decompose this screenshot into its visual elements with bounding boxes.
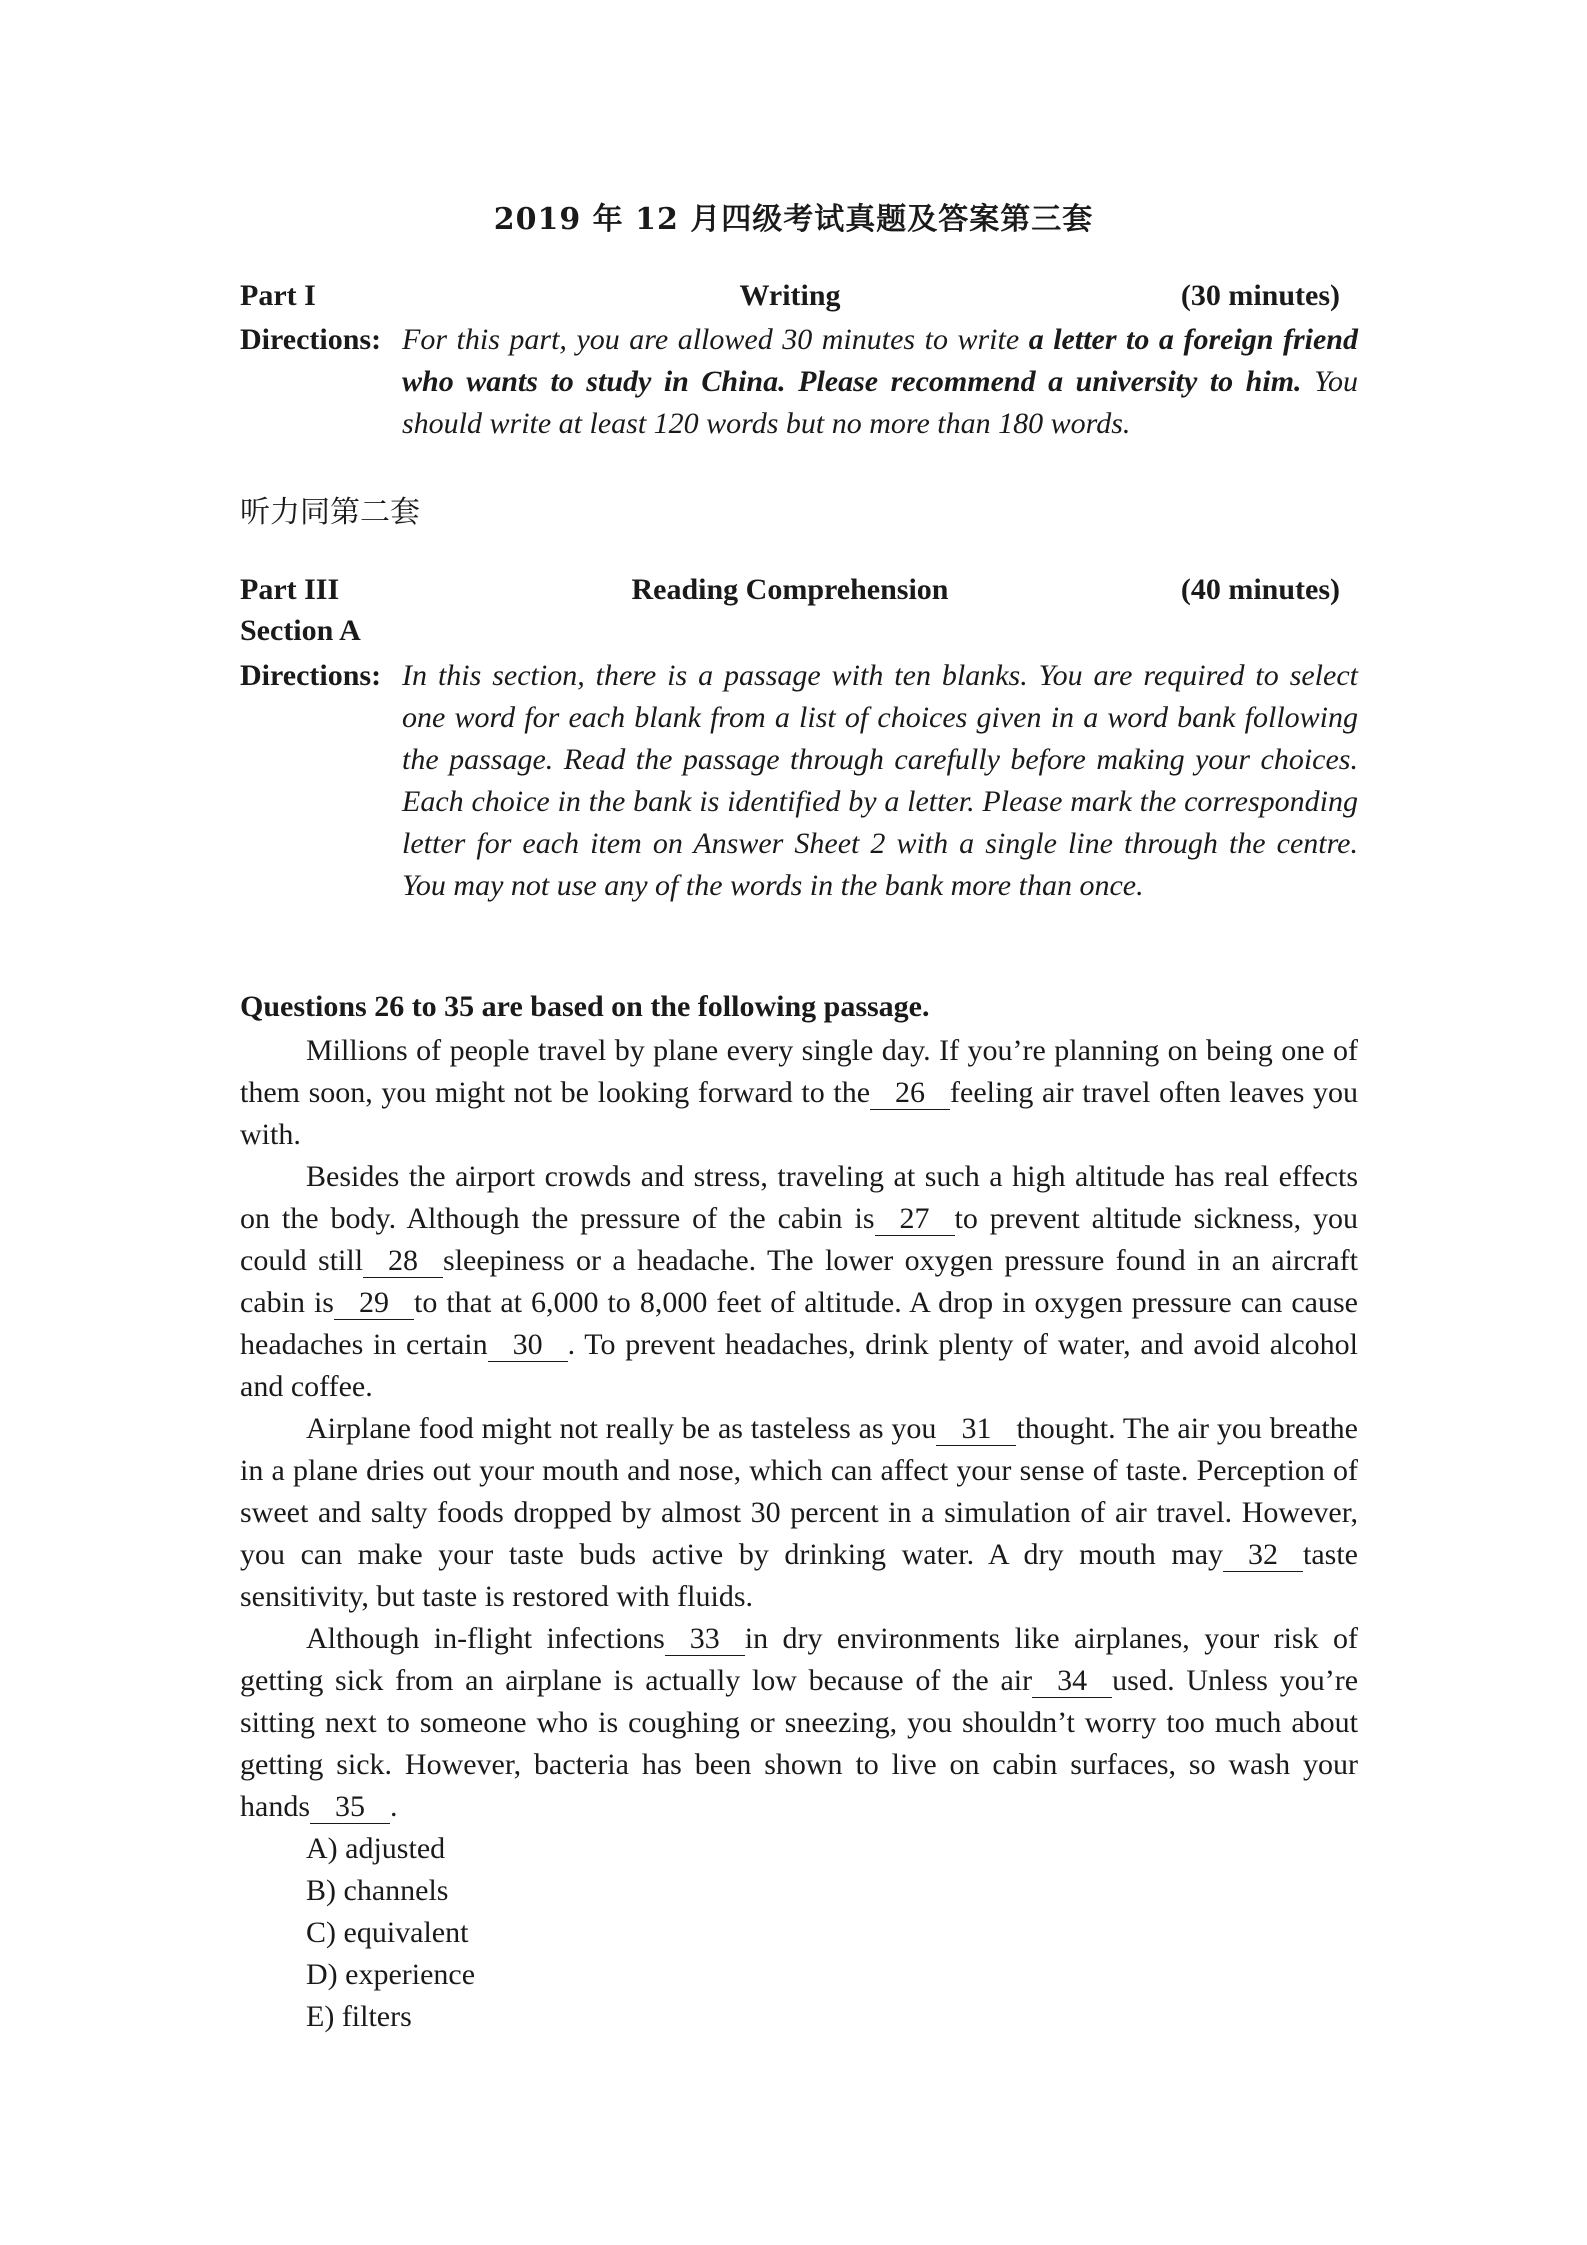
part1-time: (30 minutes) bbox=[1180, 279, 1340, 312]
passage-paragraph-2 bbox=[240, 1156, 1358, 1408]
part3-directions-label: Directions: bbox=[240, 659, 382, 692]
blank-35: 35 bbox=[310, 1791, 390, 1824]
passage-text: Although in-flight infections bbox=[306, 1622, 665, 1655]
part1-label: Part I bbox=[240, 279, 316, 312]
blank-34: 34 bbox=[1032, 1665, 1112, 1698]
passage-text: Airplane food might not really be as tasteless as you bbox=[306, 1412, 937, 1445]
word-bank-item: E) filters bbox=[306, 2000, 412, 2033]
passage-text: feeling air travel often leaves you with. bbox=[240, 1076, 1358, 1151]
word-bank-item: C) equivalent bbox=[306, 1916, 469, 1949]
part1-title: Writing bbox=[739, 279, 841, 312]
passage-text: thought. The air you breathe in a plane dries out your mouth and nose, which can affect your sense of taste. Perception of sweet and salty foods dropped by almost 30 percent in a simulation of air travel. However, you can make your taste buds active by drinking water. A dry mouth may bbox=[240, 1412, 1358, 1571]
part3-directions-text: In this section, there is a passage with ten blanks. You are required to select one word for each blank from a list of choices given in a word bank following the passage. Read the passage through carefully before making your choices. Each choice in the bank is identified by a letter. Please mark the corresponding letter for each item on Answer Sheet 2 with a single line through the centre. You may not use any of the words in the bank more than once. bbox=[402, 659, 1358, 902]
listening-note: 听力同第二套 bbox=[240, 495, 420, 530]
reading-passage bbox=[240, 1030, 1358, 1828]
part1-directions bbox=[240, 319, 1358, 445]
part1-directions-bold: a letter to a foreign friend who wants to study in China. Please recommend a university to him. bbox=[402, 323, 1358, 398]
word-bank-item: B) channels bbox=[306, 1874, 449, 1907]
part3-time: (40 minutes) bbox=[1180, 573, 1340, 606]
word-bank-item: D) experience bbox=[306, 1958, 476, 1991]
blank-30: 30 bbox=[488, 1329, 568, 1362]
questions-heading: Questions 26 to 35 are based on the following passage. bbox=[240, 990, 930, 1023]
part1-header bbox=[240, 279, 1340, 319]
blank-32: 32 bbox=[1223, 1539, 1303, 1572]
passage-text: in dry environments like airplanes, your risk of getting sick from an airplane is actually low because of the air bbox=[240, 1622, 1358, 1697]
document-title: 2019 年 12 月四级考试真题及答案第三套 bbox=[493, 202, 1094, 237]
passage-text: to that at 6,000 to 8,000 feet of altitude. A drop in oxygen pressure can cause headaches in certain bbox=[240, 1286, 1358, 1361]
passage-text: sleepiness or a headache. The lower oxygen pressure found in an aircraft cabin is bbox=[240, 1244, 1358, 1319]
passage-text: Besides the airport crowds and stress, traveling at such a high altitude has real effects on the body. Although the pressure of the cabin is bbox=[240, 1160, 1358, 1235]
part3-directions bbox=[240, 655, 1358, 907]
part3-header bbox=[240, 573, 1340, 613]
part3-label: Part III bbox=[240, 573, 340, 606]
passage-paragraph-4 bbox=[240, 1618, 1358, 1828]
blank-27: 27 bbox=[875, 1203, 955, 1236]
passage-text: . To prevent headaches, drink plenty of water, and avoid alcohol and coffee. bbox=[240, 1328, 1358, 1403]
part3-title: Reading Comprehension bbox=[631, 573, 949, 606]
blank-29: 29 bbox=[334, 1287, 414, 1320]
section-a-label: Section A bbox=[240, 614, 361, 647]
word-bank bbox=[306, 1828, 475, 2038]
passage-text: . bbox=[390, 1790, 398, 1823]
blank-26: 26 bbox=[870, 1077, 950, 1110]
blank-28: 28 bbox=[363, 1245, 443, 1278]
passage-text: used. Unless you’re sitting next to someone who is coughing or sneezing, you shouldn’t worry too much about getting sick. However, bacteria has been shown to live on cabin surfaces, so wash your hands bbox=[240, 1664, 1359, 1823]
part1-directions-text bbox=[402, 319, 1358, 445]
blank-31: 31 bbox=[936, 1413, 1016, 1446]
blank-33: 33 bbox=[665, 1623, 745, 1656]
part1-directions-post: You should write at least 120 words but no more than 180 words. bbox=[402, 365, 1359, 440]
part1-directions-label: Directions: bbox=[240, 323, 382, 356]
passage-text: Millions of people travel by plane every single day. If you’re planning on being one of them soon, you might not be looking forward to the bbox=[240, 1034, 1358, 1109]
passage-text: taste sensitivity, but taste is restored with fluids. bbox=[240, 1538, 1358, 1613]
word-bank-item: A) adjusted bbox=[306, 1832, 446, 1865]
passage-paragraph-3 bbox=[240, 1408, 1358, 1618]
part1-directions-pre: For this part, you are allowed 30 minutes to write bbox=[402, 323, 1029, 356]
passage-paragraph-1 bbox=[240, 1030, 1358, 1156]
passage-text: to prevent altitude sickness, you could still bbox=[240, 1202, 1358, 1277]
